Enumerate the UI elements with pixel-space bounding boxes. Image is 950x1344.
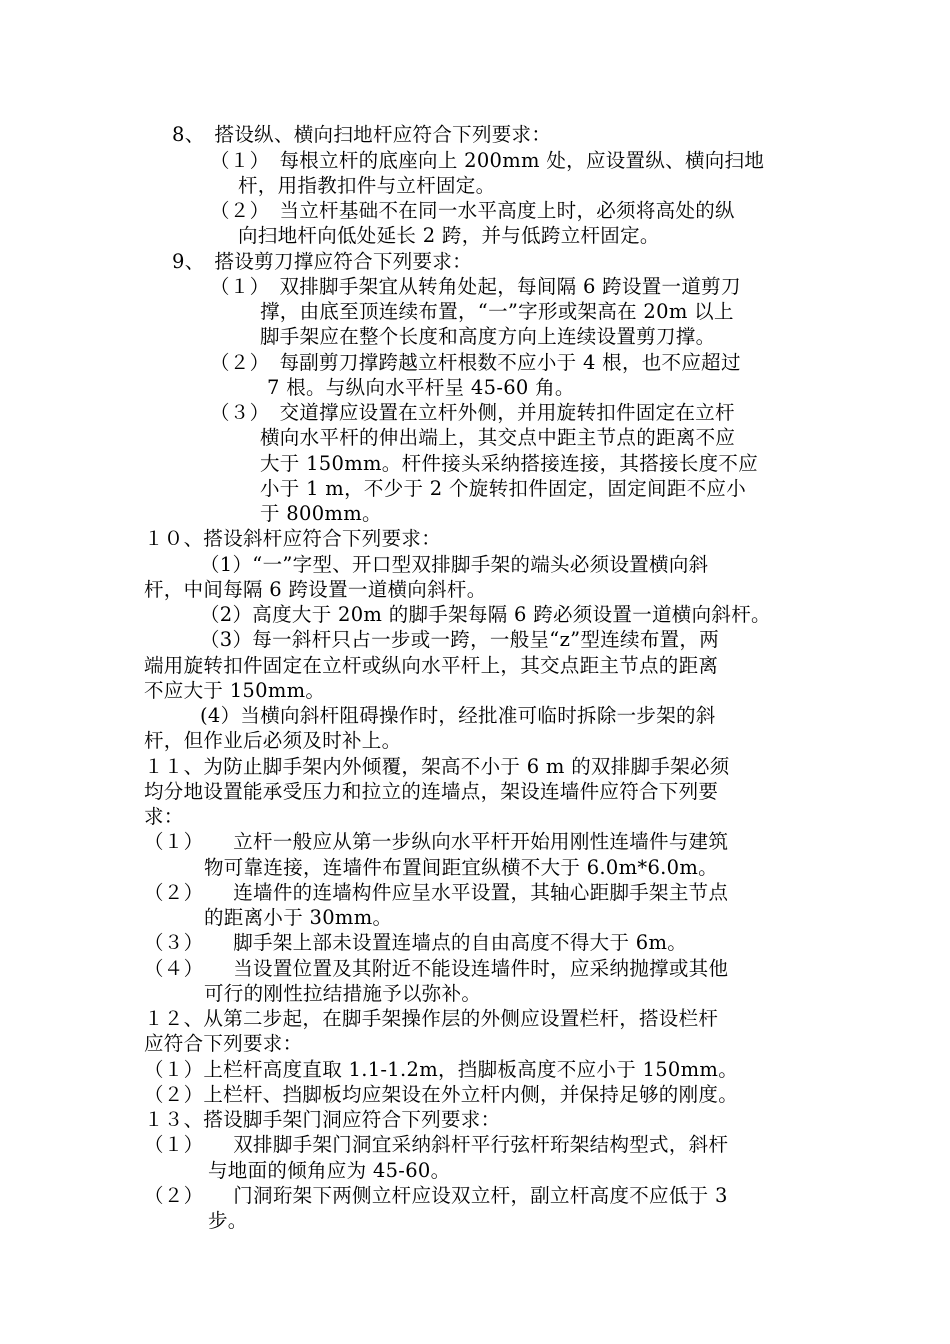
text-line: 于 800mm。: [260, 502, 382, 525]
text-line: （２） 门洞珩架下两侧立杆应设双立杆，副立杆高度不应低于 3: [144, 1184, 728, 1207]
text-line: 杆，用指教扣件与立杆固定。: [238, 174, 496, 197]
text-line: 脚手架应在整个长度和高度方向上连续设置剪刀撑。: [260, 325, 716, 348]
text-line: （2）高度大于 20m 的脚手架每隔 6 跨必须设置一道横向斜杆。: [200, 603, 771, 626]
text-line: 应符合下列要求：: [144, 1032, 303, 1055]
text-line: 可行的刚性拉结措施予以弥补。: [204, 982, 482, 1005]
text-line: 杆，中间每隔 6 跨设置一道横向斜杆。: [144, 578, 487, 601]
text-line: 的距离小于 30mm。: [204, 906, 393, 929]
text-line: 大于 150mm。杆件接头采纳搭接连接，其搭接长度不应: [260, 452, 758, 475]
text-line: 杆，但作业后必须及时补上。: [144, 729, 402, 752]
text-line: 物可靠连接，连墙件布置间距宜纵横不大于 6.0m*6.0m。: [204, 856, 718, 879]
text-line: （２） 当立杆基础不在同一水平高度上时，必须将高处的纵: [210, 199, 735, 222]
text-line: 撑，由底至顶连续布置，“一”字形或架高在 20m 以上: [260, 300, 734, 323]
text-line: 端用旋转扣件固定在立杆或纵向水平杆上，其交点距主节点的距离: [144, 654, 719, 677]
text-line: 步。: [208, 1209, 248, 1232]
text-line: （２） 连墙件的连墙构件应呈水平设置，其轴心距脚手架主节点: [144, 881, 729, 904]
text-line: （１）上栏杆高度直取 1.1-1.2m，挡脚板高度不应小于 150mm。: [144, 1058, 739, 1081]
text-line: （1）“一”字型、开口型双排脚手架的端头必须设置横向斜: [200, 553, 709, 576]
text-line: １１、为防止脚手架内外倾覆，架高不小于 6 m 的双排脚手架必须: [144, 755, 730, 778]
text-line: （３） 脚手架上部未设置连墙点的自由高度不得大于 6m。: [144, 931, 688, 954]
text-line: 小于 1 m，不少于 2 个旋转扣件固定，固定间距不应小: [260, 477, 746, 500]
text-line: （１） 双排脚手架宜从转角处起，每间隔 6 跨设置一道剪刀: [210, 275, 741, 298]
text-line: 求：: [144, 805, 184, 828]
text-line: 9、 搭设剪刀撑应符合下列要求：: [172, 250, 472, 273]
text-line: 向扫地杆向低处延长 2 跨，并与低跨立杆固定。: [238, 224, 660, 247]
text-line: （２） 每副剪刀撑跨越立杆根数不应小于 4 根，也不应超过: [210, 351, 741, 374]
text-line: 均分地设置能承受压力和拉立的连墙点，架设连墙件应符合下列要: [144, 780, 719, 803]
text-line: 8、 搭设纵、横向扫地杆应符合下列要求：: [172, 123, 552, 146]
text-line: （１） 双排脚手架门洞宜采纳斜杆平行弦杆珩架结构型式，斜杆: [144, 1133, 729, 1156]
text-line: （3）每一斜杆只占一步或一跨，一般呈“z”型连续布置，两: [200, 628, 720, 651]
text-line: （４） 当设置位置及其附近不能设连墙件时，应采纳抛撑或其他: [144, 957, 729, 980]
text-line: (4）当横向斜杆阻碍操作时，经批准可临时拆除一步架的斜: [200, 704, 716, 727]
text-line: （１） 每根立杆的底座向上 200mm 处，应设置纵、横向扫地: [210, 149, 765, 172]
text-line: 横向水平杆的伸出端上，其交点中距主节点的距离不应: [260, 426, 736, 449]
text-line: １０、搭设斜杆应符合下列要求：: [144, 527, 442, 550]
text-line: １３、搭设脚手架门洞应符合下列要求：: [144, 1108, 501, 1131]
text-line: （１） 立杆一般应从第一步纵向水平杆开始用刚性连墙件与建筑: [144, 830, 729, 853]
text-line: （２）上栏杆、挡脚板均应架设在外立杆内侧，并保持足够的刚度。: [144, 1083, 739, 1106]
text-line: 不应大于 150mm。: [144, 679, 326, 702]
text-line: 与地面的倾角应为 45-60。: [208, 1159, 451, 1182]
text-line: 7 根。与纵向水平杆呈 45-60 角。: [267, 376, 575, 399]
text-line: （３） 交道撑应设置在立杆外侧，并用旋转扣件固定在立杆: [210, 401, 735, 424]
text-line: １２、从第二步起，在脚手架操作层的外侧应设置栏杆，搭设栏杆: [144, 1007, 719, 1030]
